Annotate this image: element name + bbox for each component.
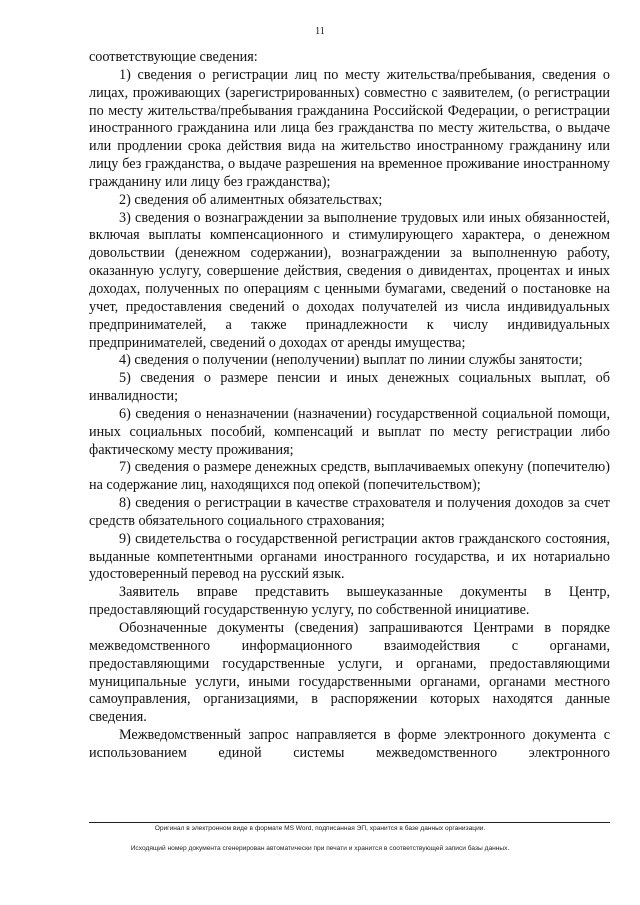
list-item-2: 2) сведения об алиментных обязательствах; xyxy=(119,191,383,208)
paragraph-intro: соответствующие сведения: xyxy=(89,49,258,65)
list-item-7: 7) сведения о размере денежных средств, выплачиваемых опекуну (попечителю) на содержание лиц, находящихся под опекой (попечительством); xyxy=(89,459,610,494)
list-item-8: 8) сведения о регистрации в качестве страхователя и получения доходов за счет средств обязательного социального страхования; xyxy=(89,495,610,529)
list-item-4: 4) сведения о получении (неполучении) выплат по линии службы занятости; xyxy=(119,352,583,369)
paragraph-applicant: Заявитель вправе представить вышеуказанные документы в Центр, предоставляющий государственную услугу, по собственной инициативе. xyxy=(89,584,610,619)
footer-note-original: Оригинал в электронном виде в формате MS Word, подписанная ЭП, хранится в базе данных организации. xyxy=(154,825,486,832)
list-item-5: 5) сведения о размере пенсии и иных денежных социальных выплат, об инвалидности; xyxy=(89,370,610,405)
page-number: 11 xyxy=(315,26,325,37)
footer-divider xyxy=(89,822,610,823)
list-item-1: 1) сведения о регистрации лиц по месту жительства/пребывания, сведения о лицах, проживающих (зарегистрированных) совместно с заявителем, (о регистрации по месту жительства/пребывания гражданина Российской Федерации, о регистрации иностранного гражданина или лица без гражданства по месту жительства, о выдаче или продлении срока действия вида на жительство иностранному гражданину или лицу без гражданства, о выдаче разрешения на временное проживание иностранному гражданину или лицу без гражданства); xyxy=(89,66,610,190)
document-body xyxy=(89,49,610,763)
list-item-6: 6) сведения о неназначении (назначении) государственной социальной помощи, иных социальных пособий, компенсаций и выплат по месту регистрации либо фактическому месту проживания; xyxy=(89,405,610,458)
footer-note-outgoing-number: Исходящий номер документа сгенерирован автоматически при печати и хранится в соответствующей записи базы данных. xyxy=(130,845,510,852)
paragraph-request: Межведомственный запрос направляется в форме электронного документа с использованием единой системы межведомственного электронного xyxy=(89,727,610,761)
paragraph-documents: Обозначенные документы (сведения) запрашиваются Центрами в порядке межведомственного информационного взаимодействия с органами, предоставляющими государственные услуги, и органами, предоставляющими муниципальные услуги, иными государственными органами, органами местного самоуправления, организациями, в распоряжении которых находятся данные сведения. xyxy=(89,620,610,726)
list-item-3: 3) сведения о вознаграждении за выполнение трудовых или иных обязанностей, включая выплаты компенсационного и стимулирующего характера, о денежном довольствии (денежном содержании), вознаграждении за выполненную работу, оказанную услугу, совершение действия, сведения о дивидентах, процентах и иных доходах, полученных по операциям с ценными бумагами, сведений о постановке на учет, предоставления сведений о доходах получателей из числа индивидуальных предпринимателей, а также принадлежности к числу индивидуальных предпринимателей, сведений о доходах от аренды имущества; xyxy=(89,209,610,351)
list-item-9: 9) свидетельства о государственной регистрации актов гражданского состояния, выданные компетентными органами иностранного государства, и их нотариально удостоверенный перевод на русский язык. xyxy=(89,530,610,583)
